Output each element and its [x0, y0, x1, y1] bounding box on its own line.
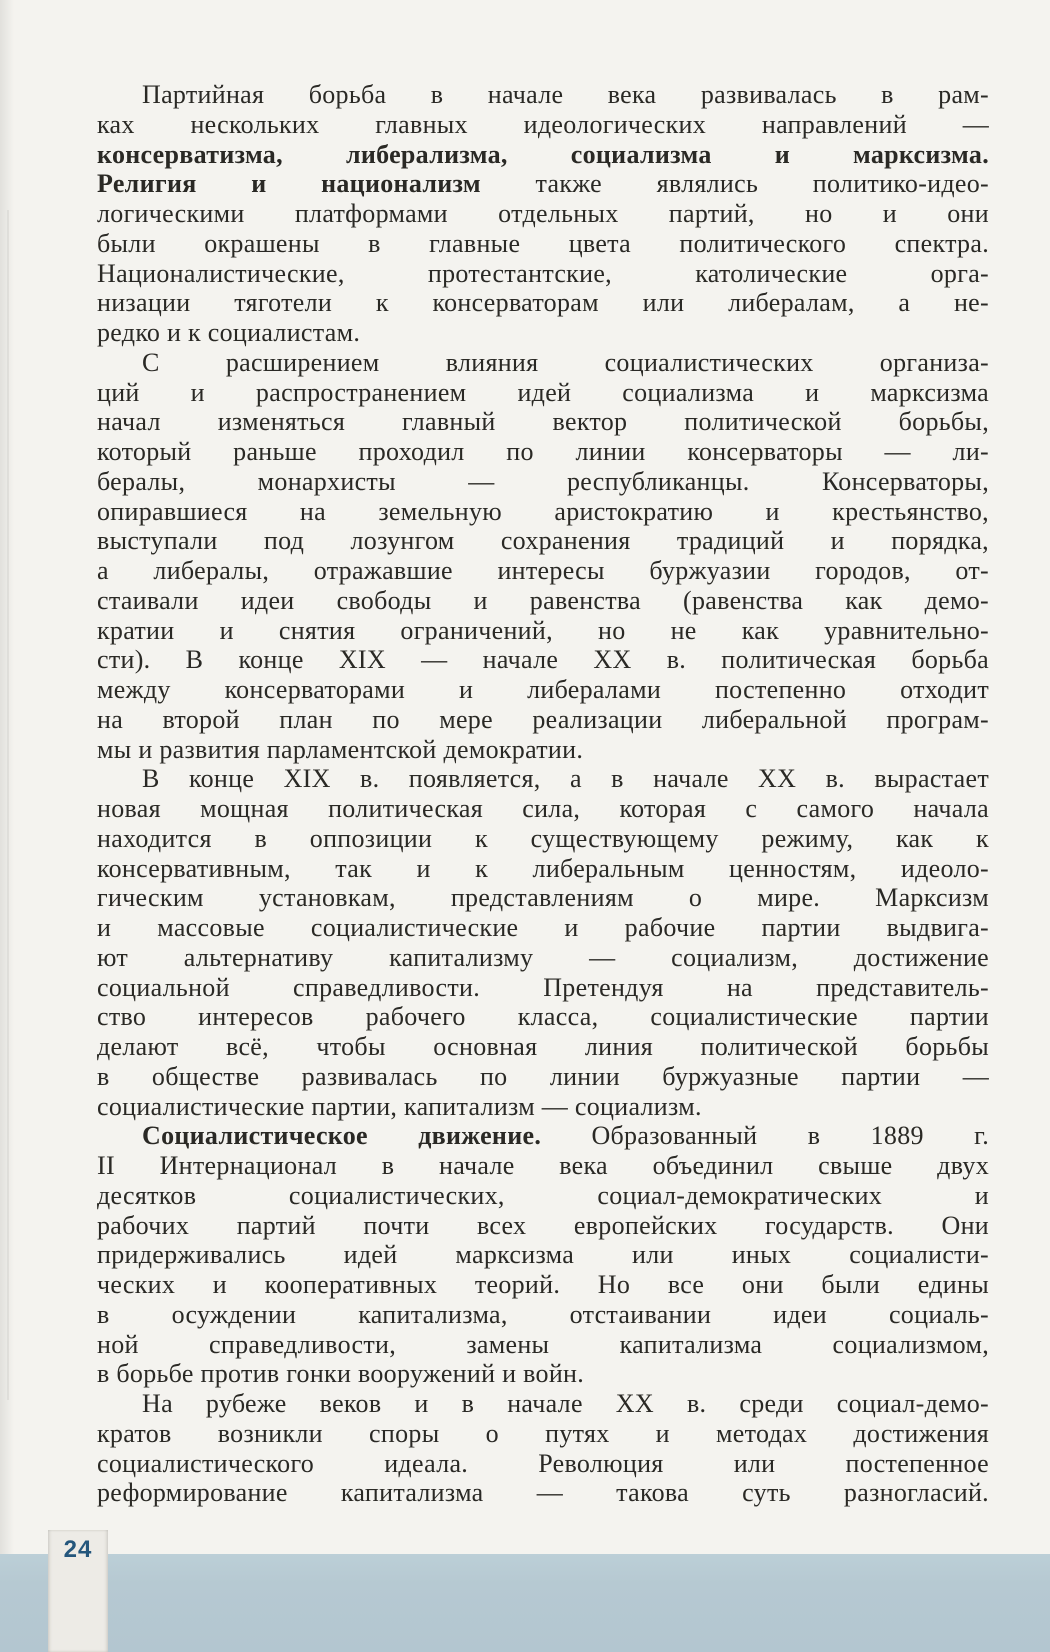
text-line: [97, 586, 989, 616]
text-segment: низации тяготели к консерваторам или либералам, а не-: [97, 288, 989, 318]
text-segment: между консерваторами и либералами постепенно отходит: [97, 675, 989, 704]
page-number-strip: [48, 1530, 108, 1652]
bold-text: Религия и национализм: [97, 169, 481, 199]
text-line: [97, 1478, 989, 1508]
text-segment: придерживались идей марксизма или иных социалисти-: [97, 1240, 989, 1270]
text-line: [97, 1419, 989, 1449]
text-line: [97, 705, 989, 735]
text-segment: также являлись политико-идео-: [480, 169, 989, 199]
text-line: [97, 288, 989, 318]
text-segment: стаивали идеи свободы и равенства (равенства как демо-: [97, 585, 989, 615]
text-line: [97, 1121, 989, 1151]
bottom-band: [0, 1554, 1050, 1652]
text-segment: Националистические, протестантские, католические орга-: [97, 258, 989, 288]
text-line: [97, 140, 989, 170]
text-line: [97, 1181, 989, 1211]
text-segment: Партийная борьба в начале века развивалась в рам-: [142, 80, 989, 109]
text-segment: рабочих партий почти всех европейских государств. Они: [97, 1210, 989, 1240]
text-segment: ство интересов рабочего класса, социалистические партии: [97, 1002, 989, 1032]
text-line: [97, 883, 989, 913]
text-segment: начал изменяться главный вектор политической борьбы,: [97, 407, 989, 437]
text-segment: и массовые социалистические и рабочие партии выдвига-: [97, 913, 989, 942]
text-segment: консервативным, так и к либеральным ценностям, идеоло-: [97, 853, 989, 883]
text-segment: десятков социалистических, социал-демократических и: [97, 1180, 989, 1210]
text-segment: бералы, монархисты — республиканцы. Консерваторы,: [97, 466, 989, 496]
text-segment: который раньше проходил по линии консерваторы — ли-: [97, 437, 989, 466]
text-segment: ций и распространением идей социализма и марксизма: [97, 377, 989, 407]
text-line: [97, 1389, 989, 1419]
text-line: [97, 378, 989, 408]
text-segment: гическим установкам, представлениям о мире. Марксизм: [97, 883, 989, 913]
text-segment: в осуждении капитализма, отстаивании идеи социаль-: [97, 1299, 989, 1329]
text-line: [97, 1330, 989, 1360]
text-segment: делают всё, чтобы основная линия политической борьбы: [97, 1032, 989, 1061]
text-segment: мы и развития парламентской демократии.: [97, 734, 584, 764]
text-line: [97, 110, 989, 140]
text-segment: Образованный в 1889 г.: [541, 1121, 989, 1151]
text-segment: сти). В конце XIX — начале XX в. политическая борьба: [97, 645, 989, 675]
text-segment: ках нескольких главных идеологических направлений —: [97, 109, 989, 139]
bold-text: консерватизма, либерализма, социализма и марксизма.: [97, 139, 989, 169]
text-line: [97, 259, 989, 289]
text-segment: II Интернационал в начале века объединил свыше двух: [97, 1151, 989, 1180]
text-line: [97, 735, 989, 765]
text-segment: в борьбе против гонки вооружений и войн.: [97, 1359, 585, 1389]
text-segment: опиравшиеся на земельную аристократию и крестьянство,: [97, 496, 989, 526]
text-segment: социалистического идеала. Революция или постепенное: [97, 1448, 989, 1478]
text-line: [97, 1002, 989, 1032]
text-line: [97, 467, 989, 497]
text-segment: новая мощная политическая сила, которая с самого начала: [97, 794, 989, 823]
text-segment: а либералы, отражавшие интересы буржуазии городов, от-: [97, 556, 989, 585]
text-line: [97, 437, 989, 467]
scan-crease-line: [7, 210, 9, 1400]
text-line: [97, 1300, 989, 1330]
text-line: [97, 348, 989, 378]
text-line: [97, 973, 989, 1003]
text-line: [97, 854, 989, 884]
text-segment: С расширением влияния социалистических организа-: [142, 347, 989, 377]
text-segment: ют альтернативу капитализму — социализм, достижение: [97, 942, 989, 972]
text-segment: ной справедливости, замены капитализма социализмом,: [97, 1329, 989, 1359]
text-line: [97, 616, 989, 646]
text-line: [97, 645, 989, 675]
text-line: [97, 80, 989, 110]
text-line: [97, 497, 989, 527]
text-segment: В конце XIX в. появляется, а в начале XX в. вырастает: [142, 764, 989, 794]
text-segment: выступали под лозунгом сохранения традиций и порядка,: [97, 526, 989, 556]
text-segment: социальной справедливости. Претендуя на представитель-: [97, 972, 989, 1002]
text-segment: кратии и снятия ограничений, но не как уравнительно-: [97, 615, 989, 645]
text-line: [97, 943, 989, 973]
text-segment: редко и к социалистам.: [97, 318, 361, 347]
text-line: [97, 318, 989, 348]
text-line: [97, 169, 989, 199]
text-segment: ческих и кооперативных теорий. Но все они были едины: [97, 1270, 989, 1299]
text-line: [97, 526, 989, 556]
page-edge-shadow: [0, 0, 14, 1652]
text-line: [97, 199, 989, 229]
text-line: [97, 229, 989, 259]
text-segment: логическими платформами отдельных партий, но и они: [97, 199, 989, 228]
text-segment: на второй план по мере реализации либеральной програм-: [97, 704, 989, 734]
text-line: [97, 794, 989, 824]
text-line: [97, 1240, 989, 1270]
text-segment: были окрашены в главные цвета политического спектра.: [97, 228, 989, 258]
text-line: [97, 1359, 989, 1389]
text-line: [97, 1270, 989, 1300]
page-number: 24: [63, 1536, 93, 1563]
bold-text: Социалистическое движение.: [142, 1121, 542, 1151]
text-line: [97, 1032, 989, 1062]
text-line: [97, 1151, 989, 1181]
body-text: [97, 80, 989, 1508]
text-line: [97, 675, 989, 705]
text-line: [97, 556, 989, 586]
text-segment: находится в оппозиции к существующему режиму, как к: [97, 823, 989, 853]
text-segment: в обществе развивалась по линии буржуазные партии —: [97, 1061, 989, 1091]
text-line: [97, 764, 989, 794]
text-line: [97, 407, 989, 437]
text-line: [97, 1211, 989, 1241]
text-line: [97, 824, 989, 854]
text-segment: На рубеже веков и в начале XX в. среди социал-демо-: [142, 1389, 989, 1418]
text-segment: социалистические партии, капитализм — социализм.: [97, 1091, 702, 1121]
text-segment: кратов возникли споры о путях и методах достижения: [97, 1418, 989, 1448]
text-line: [97, 1449, 989, 1479]
text-line: [97, 1062, 989, 1092]
text-line: [97, 1092, 989, 1122]
text-segment: реформирование капитализма — такова суть разногласий.: [97, 1478, 989, 1508]
text-line: [97, 913, 989, 943]
